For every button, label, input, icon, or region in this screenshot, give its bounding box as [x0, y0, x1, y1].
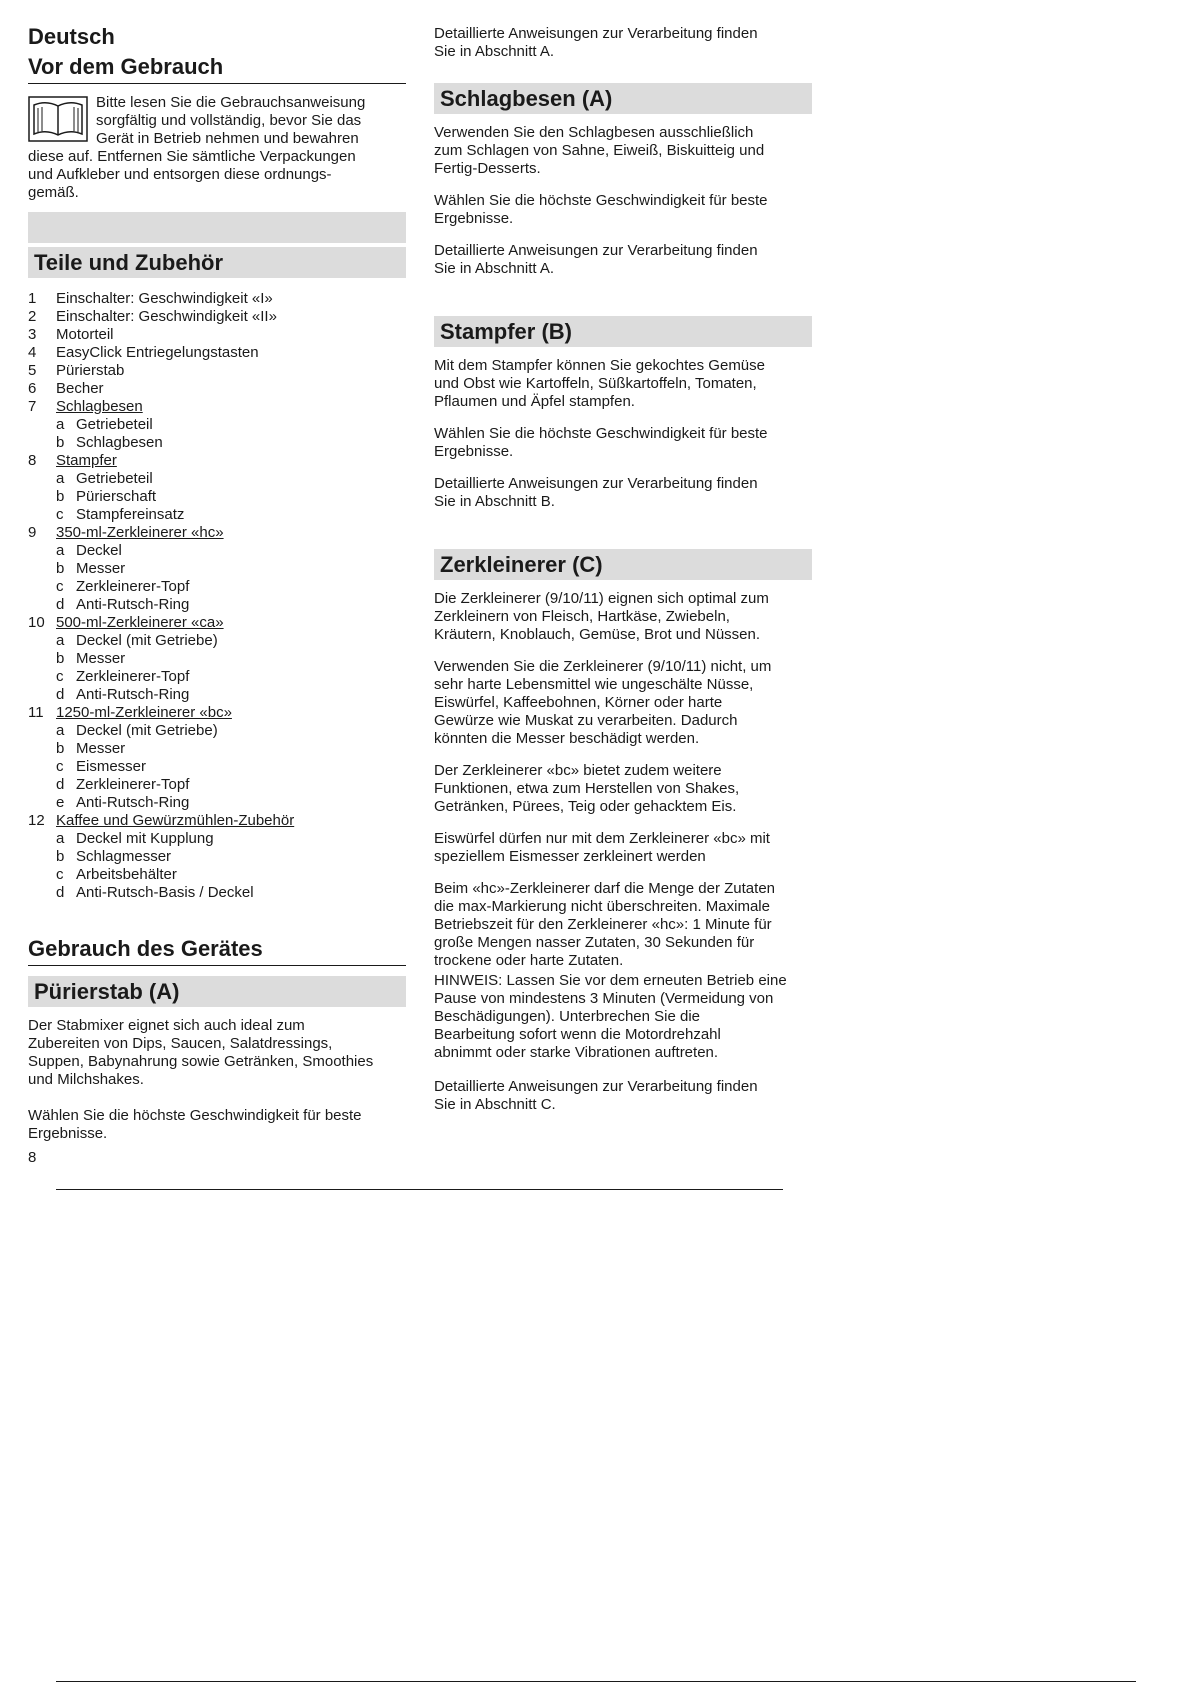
parts-item-label: 500-ml-Zerkleinerer «ca»: [56, 614, 224, 631]
parts-subitem: [28, 632, 406, 650]
parts-item-number: 8: [28, 452, 37, 469]
section-heading-masher: Stampfer (B): [434, 316, 812, 347]
parts-subitem-label: Pürierschaft: [76, 488, 157, 505]
intro-instructions-paragraph: [434, 25, 812, 61]
parts-subitem-letter: c: [56, 866, 64, 883]
page-number: 8: [28, 1149, 37, 1166]
parts-subitem: [28, 578, 406, 596]
parts-item-label: 350-ml-Zerkleinerer «hc»: [56, 524, 224, 541]
text-line: Suppen, Babynahrung sowie Getränken, Smoothies: [28, 1053, 374, 1070]
parts-item-number: 4: [28, 344, 37, 361]
section-heading-parts: Teile und Zubehör: [28, 247, 406, 278]
parts-subitem-letter: d: [56, 596, 65, 613]
parts-subitem-letter: a: [56, 722, 65, 739]
parts-subitem: [28, 596, 406, 614]
parts-subitem-letter: a: [56, 632, 65, 649]
parts-subitem: [28, 758, 406, 776]
parts-subitem-label: Deckel (mit Getriebe): [76, 632, 218, 649]
whisk-paragraph-3: [434, 242, 812, 278]
parts-list-item: [28, 398, 406, 416]
parts-subitem-label: Getriebeteil: [76, 470, 153, 487]
text-line: Beim «hc»-Zerkleinerer darf die Menge der Zutaten: [434, 880, 776, 897]
parts-subitem: [28, 416, 406, 434]
text-line: Wählen Sie die höchste Geschwindigkeit für beste: [434, 192, 768, 209]
text-line: abnimmt oder starke Vibrationen auftreten.: [434, 1044, 719, 1061]
text-line: Sie in Abschnitt C.: [434, 1096, 556, 1113]
parts-subitem-label: Deckel: [76, 542, 122, 559]
masher-paragraph-2: [434, 425, 812, 461]
text-line: Zubereiten von Dips, Saucen, Salatdressings,: [28, 1035, 333, 1052]
parts-subitem: [28, 650, 406, 668]
text-line: die max-Markierung nicht überschreiten. Maximale: [434, 898, 770, 915]
text-line: Sie in Abschnitt A.: [434, 43, 555, 60]
chopper-paragraph-5: [434, 880, 812, 970]
puree-paragraph-1: [28, 1017, 406, 1089]
parts-item-label: 1250-ml-Zerkleinerer «bc»: [56, 704, 232, 721]
text-line: Zerkleinern von Fleisch, Hartkäse, Zwiebeln,: [434, 608, 730, 625]
text-line: sehr harte Lebensmittel wie ungeschälte Nüsse,: [434, 676, 754, 693]
parts-item-number: 11: [28, 704, 44, 721]
parts-subitem-label: Getriebeteil: [76, 416, 153, 433]
parts-item-label: Einschalter: Geschwindigkeit «II»: [56, 308, 277, 325]
parts-item-number: 3: [28, 326, 37, 343]
text-line: Detaillierte Anweisungen zur Verarbeitung finden: [434, 25, 758, 42]
parts-subitem-letter: b: [56, 848, 65, 865]
text-line: Ergebnisse.: [28, 1125, 108, 1142]
parts-subitem: [28, 434, 406, 452]
parts-subitem: [28, 506, 406, 524]
parts-item-number: 5: [28, 362, 37, 379]
chopper-paragraph-3: [434, 762, 812, 816]
language-title: Deutsch: [28, 24, 115, 49]
text-line: Kräutern, Knoblauch, Gemüse, Brot und Nüssen.: [434, 626, 761, 643]
parts-subitem-label: Anti-Rutsch-Basis / Deckel: [76, 884, 254, 901]
text-line: Ergebnisse.: [434, 443, 514, 460]
parts-subitem-label: Deckel (mit Getriebe): [76, 722, 218, 739]
text-line: Pflaumen und Äpfel stampfen.: [434, 393, 635, 410]
text-line: Sie in Abschnitt A.: [434, 260, 555, 277]
parts-subitem-label: Arbeitsbehälter: [76, 866, 177, 883]
parts-subitem-label: Zerkleinerer-Topf: [76, 668, 190, 685]
parts-subitem: [28, 560, 406, 578]
chopper-note-paragraph: [434, 972, 812, 1062]
text-line: könnten die Messer beschädigt werden.: [434, 730, 700, 747]
parts-subitem-letter: c: [56, 758, 64, 775]
parts-subitem-label: Anti-Rutsch-Ring: [76, 596, 190, 613]
parts-list-item: [28, 812, 406, 830]
masher-paragraph-3: [434, 475, 812, 511]
parts-item-number: 12: [28, 812, 45, 829]
parts-subitem-label: Schlagmesser: [76, 848, 172, 865]
parts-item-number: 9: [28, 524, 37, 541]
parts-item-label: Stampfer: [56, 452, 117, 469]
text-line: trockene oder harte Zutaten.: [434, 952, 624, 969]
text-line: Betriebszeit für den Zerkleinerer «hc»: 1 Minute für: [434, 916, 772, 933]
text-line: Detaillierte Anweisungen zur Verarbeitung finden: [434, 475, 758, 492]
puree-paragraph-2: [28, 1107, 406, 1143]
parts-subitem-label: Zerkleinerer-Topf: [76, 776, 190, 793]
parts-subitem: [28, 686, 406, 704]
parts-subitem: [28, 668, 406, 686]
text-line: speziellem Eismesser zerkleinert werden: [434, 848, 706, 865]
text-line: Getränken, Pürees, Teig oder gehacktem Eis.: [434, 798, 737, 815]
parts-subitem-letter: d: [56, 686, 65, 703]
parts-subitem-label: Messer: [76, 650, 126, 667]
parts-list-item: [28, 614, 406, 632]
text-line: Gewürze wie Muskat zu verarbeiten. Dadurch: [434, 712, 738, 729]
right-column: [434, 25, 812, 1114]
parts-item-number: 1: [28, 290, 37, 307]
intro-paragraph: [28, 94, 406, 202]
intro-line: gemäß.: [28, 184, 79, 201]
parts-subitem-letter: b: [56, 650, 65, 667]
parts-subitem-letter: d: [56, 776, 65, 793]
text-line: und Milchshakes.: [28, 1071, 144, 1088]
text-line: Wählen Sie die höchste Geschwindigkeit für beste: [28, 1107, 362, 1124]
parts-subitem-letter: c: [56, 506, 64, 523]
text-line: Eiswürfel, Kaffeebohnen, Körner oder harte: [434, 694, 723, 711]
text-line: Wählen Sie die höchste Geschwindigkeit für beste: [434, 425, 768, 442]
parts-subitem-letter: b: [56, 740, 65, 757]
parts-list-item: [28, 326, 406, 344]
footer-rule: [56, 1189, 783, 1190]
parts-list-item: [28, 308, 406, 326]
parts-subitem: [28, 830, 406, 848]
parts-item-number: 6: [28, 380, 37, 397]
text-line: große Mengen nasser Zutaten, 30 Sekunden für: [434, 934, 755, 951]
parts-item-label: EasyClick Entriegelungstasten: [56, 344, 259, 361]
open-book-icon: [28, 96, 88, 142]
parts-subitem-label: Stampfereinsatz: [76, 506, 185, 523]
parts-subitem-letter: d: [56, 884, 65, 901]
intro-line: Bitte lesen Sie die Gebrauchsanweisung: [96, 94, 366, 111]
parts-subitem: [28, 848, 406, 866]
section-heading-whisk: Schlagbesen (A): [434, 83, 812, 114]
section-heading-chopper: Zerkleinerer (C): [434, 549, 812, 580]
parts-subitem-label: Zerkleinerer-Topf: [76, 578, 190, 595]
text-line: Ergebnisse.: [434, 210, 514, 227]
text-line: Beschädigungen). Unterbrechen Sie die: [434, 1008, 701, 1025]
text-line: Die Zerkleinerer (9/10/11) eignen sich optimal zum: [434, 590, 769, 607]
parts-subitem-label: Anti-Rutsch-Ring: [76, 686, 190, 703]
parts-item-label: Einschalter: Geschwindigkeit «I»: [56, 290, 273, 307]
parts-subitem-letter: a: [56, 542, 65, 559]
parts-subitem-letter: a: [56, 830, 65, 847]
parts-subitem: [28, 740, 406, 758]
parts-subitem: [28, 866, 406, 884]
parts-subitem-label: Eismesser: [76, 758, 147, 775]
parts-subitem-letter: b: [56, 488, 65, 505]
bottom-rule: [56, 1681, 1136, 1682]
chopper-paragraph-1: [434, 590, 812, 644]
parts-subitem: [28, 776, 406, 794]
chopper-paragraph-4: [434, 830, 812, 866]
parts-subitem-letter: a: [56, 470, 65, 487]
parts-list-item: [28, 524, 406, 542]
whisk-paragraph-1: [434, 124, 812, 178]
parts-subitem-letter: c: [56, 668, 64, 685]
section-heading-puree: Pürierstab (A): [28, 976, 406, 1007]
parts-subitem-label: Anti-Rutsch-Ring: [76, 794, 190, 811]
text-line: Pause von mindestens 3 Minuten (Vermeidung von: [434, 990, 774, 1007]
parts-list-item: [28, 344, 406, 362]
intro-line: Gerät in Betrieb nehmen und bewahren: [96, 130, 359, 147]
parts-item-label: Pürierstab: [56, 362, 125, 379]
text-line: Verwenden Sie die Zerkleinerer (9/10/11) nicht, um: [434, 658, 772, 675]
parts-subitem: [28, 488, 406, 506]
parts-item-label: Becher: [56, 380, 104, 397]
parts-subitem: [28, 794, 406, 812]
text-line: Der Zerkleinerer «bc» bietet zudem weitere: [434, 762, 722, 779]
parts-item-label: Kaffee und Gewürzmühlen-Zubehör: [56, 812, 295, 829]
parts-subitem-letter: b: [56, 560, 65, 577]
text-line: und Obst wie Kartoffeln, Süßkartoffeln, Tomaten,: [434, 375, 757, 392]
parts-subitem: [28, 884, 406, 902]
intro-line: diese auf. Entfernen Sie sämtliche Verpackungen: [28, 148, 356, 165]
whisk-paragraph-2: [434, 192, 812, 228]
parts-list: [28, 290, 406, 902]
section-heading-usage: Gebrauch des Gerätes: [28, 934, 406, 966]
parts-list-item: [28, 362, 406, 380]
parts-subitem-letter: c: [56, 578, 64, 595]
empty-gray-bar: [28, 212, 406, 243]
parts-list-item: [28, 290, 406, 308]
intro-line: und Aufkleber und entsorgen diese ordnungs-: [28, 166, 332, 183]
parts-subitem-label: Deckel mit Kupplung: [76, 830, 214, 847]
section-heading-before-use: Vor dem Gebrauch: [28, 52, 406, 84]
text-line: Fertig-Desserts.: [434, 160, 541, 177]
parts-subitem-letter: e: [56, 794, 65, 811]
text-line: Sie in Abschnitt B.: [434, 493, 555, 510]
parts-subitem-label: Messer: [76, 560, 126, 577]
text-line: Der Stabmixer eignet sich auch ideal zum: [28, 1017, 305, 1034]
text-line: Mit dem Stampfer können Sie gekochtes Gemüse: [434, 357, 765, 374]
left-column: [28, 22, 406, 1143]
text-line: Verwenden Sie den Schlagbesen ausschließlich: [434, 124, 754, 141]
parts-item-number: 2: [28, 308, 37, 325]
text-line: Eiswürfel dürfen nur mit dem Zerkleinerer «bc» mit: [434, 830, 770, 847]
parts-list-item: [28, 380, 406, 398]
text-line: Detaillierte Anweisungen zur Verarbeitung finden: [434, 242, 758, 259]
text-line: zum Schlagen von Sahne, Eiweiß, Biskuitteig und: [434, 142, 765, 159]
chopper-paragraph-2: [434, 658, 812, 748]
parts-item-number: 7: [28, 398, 37, 415]
parts-subitem-letter: a: [56, 416, 65, 433]
parts-subitem: [28, 542, 406, 560]
parts-list-item: [28, 452, 406, 470]
text-line: Detaillierte Anweisungen zur Verarbeitung finden: [434, 1078, 758, 1095]
parts-list-item: [28, 704, 406, 722]
parts-item-label: Schlagbesen: [56, 398, 143, 415]
parts-subitem-letter: b: [56, 434, 65, 451]
text-line: Funktionen, etwa zum Herstellen von Shakes,: [434, 780, 740, 797]
text-line: Bearbeitung sofort wenn die Motordrehzahl: [434, 1026, 721, 1043]
parts-subitem-label: Messer: [76, 740, 126, 757]
masher-paragraph-1: [434, 357, 812, 411]
intro-line: sorgfältig und vollständig, bevor Sie das: [96, 112, 362, 129]
parts-subitem: [28, 722, 406, 740]
parts-subitem-label: Schlagbesen: [76, 434, 163, 451]
text-line: HINWEIS: Lassen Sie vor dem erneuten Betrieb eine: [434, 972, 787, 989]
chopper-paragraph-7: [434, 1078, 812, 1114]
parts-item-number: 10: [28, 614, 45, 631]
parts-item-label: Motorteil: [56, 326, 114, 343]
parts-subitem: [28, 470, 406, 488]
